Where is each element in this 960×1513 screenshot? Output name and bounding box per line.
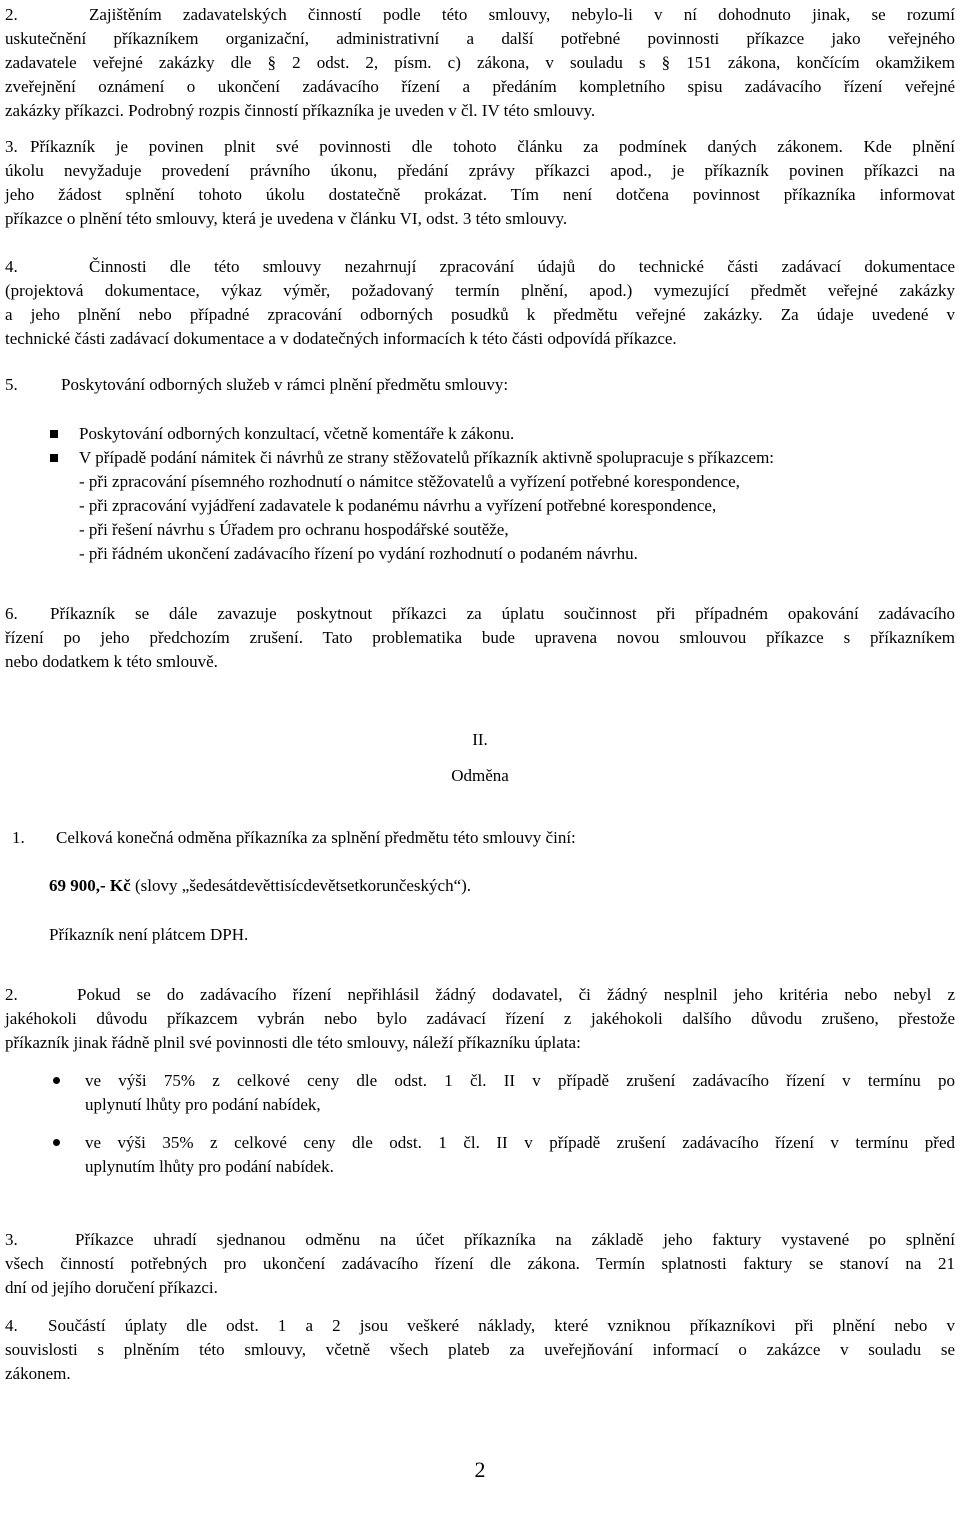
refund-line: ve výši 75% z celkové ceny dle odst. 1 čl. II v případě zrušení zadávacího řízení v termínu po — [85, 1071, 955, 1090]
vat-note — [49, 923, 960, 947]
paragraph-line: Zajištěním zadavatelských činností podle této smlouvy, nebylo-li v ní dohodnuto jinak, se rozumí — [89, 5, 955, 24]
paragraph-number: 2. — [5, 5, 18, 24]
paragraph-line: Příkazník se dále zavazuje poskytnout příkazci za úplatu součinnost při případném opakování zadávacího — [50, 604, 955, 623]
paragraph-number: 2. — [5, 985, 18, 1004]
paragraph-line: souvislosti s plněním této smlouvy, včetně všech plateb za uveřejňování informací o zakázce v souladu se — [5, 1340, 955, 1359]
reward-paragraph-2 — [5, 983, 955, 1055]
reward-paragraph-4 — [5, 1314, 955, 1386]
paragraph-number: 3. — [5, 137, 18, 156]
section-title: Odměna — [451, 766, 509, 785]
paragraph-line: jakéhokoli důvodu příkazcem vybrán nebo bylo zadávací řízení z jakéhokoli dalšího důvodu zrušeno, přestože — [5, 1009, 955, 1028]
dash-item: - při řádném ukončení zadávacího řízení po vydání rozhodnutí o podaném návrhu. — [79, 544, 638, 563]
paragraph-line: Příkazník je povinen plnit své povinnosti dle tohoto článku za podmínek daných zákonem. Kde plnění — [30, 137, 955, 156]
paragraph-line: zveřejnění oznámení o ukončení zadávacího řízení a předáním kompletního spisu zadávacího řízení veřejné — [5, 77, 955, 96]
section-title-block — [5, 764, 955, 788]
paragraph-line: jeho žádost splnění tohoto úkolu dostatečně prokázat. Tím není dotčena povinnost příkazníka informovat — [5, 185, 955, 204]
vat-text: Příkazník není plátcem DPH. — [49, 925, 249, 944]
paragraph-line: úkolu nevyžaduje provedení právního úkonu, předání zprávy příkazci apod., je příkazník povinen příkazci na — [5, 161, 955, 180]
paragraph-line: Součástí úplaty dle odst. 1 a 2 jsou veškeré náklady, které vzniknou příkazníkovi při plnění nebo v — [48, 1316, 955, 1335]
paragraph-line: příkazce o plnění této smlouvy, která je uvedena v článku VI, odst. 3 této smlouvy. — [5, 209, 568, 228]
section-heading — [5, 728, 955, 752]
bullet-text: Poskytování odborných konzultací, včetně komentáře k zákonu. — [79, 424, 515, 443]
amount-value: 69 900,- Kč — [49, 876, 131, 895]
paragraph-line: Pokud se do zadávacího řízení nepřihlásil žádný dodavatel, či žádný nesplnil jeho kritéria nebo nebyl z — [77, 985, 955, 1004]
paragraph-line: uskutečnění příkazníkem organizační, administrativní a další potřebné povinnosti příkazce jako veřejného — [5, 29, 955, 48]
paragraph-number: 4. — [5, 1316, 18, 1335]
paragraph-6 — [5, 602, 955, 674]
round-bullet-icon — [53, 1139, 60, 1146]
paragraph-line: zakázky příkazci. Podrobný rozpis činností příkazníka je uveden v čl. IV této smlouvy. — [5, 101, 596, 120]
reward-paragraph-1 — [12, 826, 960, 850]
dash-item: - při zpracování vyjádření zadavatele k podanému návrhu a vyřízení potřebné korespondence, — [79, 496, 717, 515]
page-number — [5, 1456, 955, 1484]
paragraph-number: 5. — [5, 375, 18, 394]
paragraph-line: všech činností potřebných pro ukončení zadávacího řízení dle zákona. Termín splatnosti faktury se stanoví na 21 — [5, 1254, 955, 1273]
paragraph-line: (projektová dokumentace, výkaz výměr, požadovaný termín plnění, apod.) vymezující předmět veřejné zakázky — [5, 281, 955, 300]
paragraph-line: zadavatele veřejné zakázky dle § 2 odst. 2, písm. c) zákona, v souladu s § 151 zákona, končícím okamžikem — [5, 53, 955, 72]
paragraph-line: Příkazce uhradí sjednanou odměnu na účet příkazníka na základě jeho faktury vystavené po splnění — [75, 1230, 955, 1249]
paragraph-text: Poskytování odborných služeb v rámci plnění předmětu smlouvy: — [61, 375, 509, 394]
paragraph-line: řízení po jeho předchozím zrušení. Tato problematika bude upravena novou smlouvou příkazce s příkazníkem — [5, 628, 955, 647]
paragraph-4 — [5, 255, 955, 351]
paragraph-number: 6. — [5, 604, 18, 623]
paragraph-line: zákonem. — [5, 1364, 71, 1383]
paragraph-2 — [5, 3, 955, 123]
refund-item — [5, 1069, 955, 1117]
round-bullet-icon — [53, 1077, 60, 1084]
section-number: II. — [472, 730, 488, 749]
square-bullet-icon — [50, 454, 58, 462]
amount-in-words: (slovy „šedesátdevěttisícdevětsetkorunčeských“). — [130, 876, 472, 895]
paragraph-number: 3. — [5, 1230, 18, 1249]
paragraph-line: technické části zadávací dokumentace a v dodatečných informacích k této části odpovídá příkazce. — [5, 329, 677, 348]
refund-line: ve výši 35% z celkové ceny dle odst. 1 čl. II v případě zrušení zadávacího řízení v termínu před — [85, 1133, 955, 1152]
paragraph-number: 4. — [5, 257, 18, 276]
paragraph-text: Celková konečná odměna příkazníka za splnění předmětu této smlouvy činí: — [56, 828, 576, 847]
dash-item: - při zpracování písemného rozhodnutí o námitce stěžovatelů a vyřízení potřebné korespondence, — [79, 472, 740, 491]
paragraph-3 — [5, 135, 955, 231]
dash-item: - při řešení návrhu s Úřadem pro ochranu hospodářské soutěže, — [79, 520, 509, 539]
refund-line: uplynutí lhůty pro podání nabídek, — [85, 1095, 321, 1114]
square-bullet-icon — [50, 430, 58, 438]
refund-line: uplynutím lhůty pro podání nabídek. — [85, 1157, 334, 1176]
paragraph-5 — [5, 373, 955, 397]
paragraph-line: nebo dodatkem k této smlouvě. — [5, 652, 218, 671]
paragraph-line: příkazník jinak řádně plnil své povinnosti dle této smlouvy, náleží příkazníku úplata: — [5, 1033, 581, 1052]
document-page — [5, 0, 955, 1513]
service-bullet — [5, 446, 955, 566]
paragraph-line: dní od jejího doručení příkazci. — [5, 1278, 218, 1297]
reward-paragraph-3 — [5, 1228, 955, 1300]
paragraph-number: 1. — [12, 828, 25, 847]
bullet-text: V případě podání námitek či návrhů ze strany stěžovatelů příkazník aktivně spolupracuje s příkazcem: — [79, 448, 775, 467]
paragraph-line: Činnosti dle této smlouvy nezahrnují zpracování údajů do technické části zadávací dokumentace — [89, 257, 955, 276]
paragraph-line: a jeho plnění nebo případné zpracování odborných posudků k předmětu veřejné zakázky. Za údaje uvedené v — [5, 305, 955, 324]
page-number-text: 2 — [474, 1457, 486, 1482]
reward-amount — [49, 874, 960, 898]
service-bullet — [5, 422, 955, 446]
refund-item — [5, 1131, 955, 1179]
